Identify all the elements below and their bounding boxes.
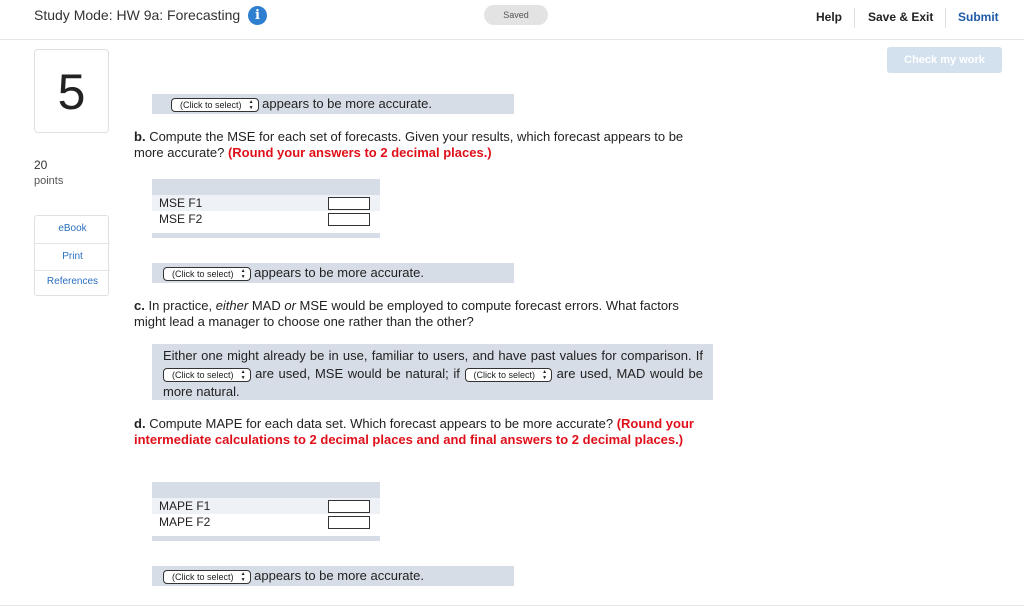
row-label: MSE F2: [159, 212, 203, 226]
answer-box-c: [152, 344, 713, 400]
select-label: (Click to select): [172, 268, 234, 279]
divider: [35, 243, 110, 244]
mse-f1-input[interactable]: [328, 197, 370, 210]
question-b-text: Compute the MSE for each set of forecasts. Given your results, which forecast appears to be more accurate?: [134, 129, 684, 160]
select-label: (Click to select): [180, 99, 242, 110]
table-footer: [152, 233, 380, 238]
select-arrows-icon: ▲ ▼: [240, 267, 246, 280]
select-arrows-icon: ▲ ▼: [542, 368, 548, 381]
answer-bar-b: [152, 263, 514, 283]
question-c-text-post: MSE would be employed to compute forecast errors. What factors might lead a manager to choose one rather than the other?: [134, 298, 679, 329]
question-c-text-pre: In practice,: [148, 298, 213, 313]
answer-bar-d: [152, 566, 514, 586]
mape-f2-input[interactable]: [328, 516, 370, 529]
answer-bar-a: [152, 94, 514, 114]
question-c-mad: MAD: [251, 298, 281, 313]
row-label: MAPE F2: [159, 515, 211, 529]
select-arrows-icon: ▲ ▼: [240, 570, 246, 583]
answer-c-part2: are used, MSE would be natural; if: [255, 366, 460, 381]
forecast-select-a[interactable]: [171, 98, 259, 112]
table-row: [152, 211, 380, 227]
table-footer: [152, 536, 380, 541]
divider: [35, 270, 110, 271]
row-label: MSE F1: [159, 196, 203, 210]
question-c-either: either: [215, 298, 249, 313]
resources-panel: [34, 215, 109, 296]
select-label: (Click to select): [172, 369, 234, 380]
question-c-or: or: [284, 298, 296, 313]
references-link[interactable]: References: [46, 276, 99, 287]
forecast-select-d[interactable]: [163, 570, 251, 584]
question-number: 5: [34, 49, 109, 133]
part-letter: c.: [134, 298, 145, 313]
points-label: points: [34, 175, 64, 187]
select-label: (Click to select): [473, 369, 536, 380]
select-arrows-icon: ▲ ▼: [240, 368, 246, 381]
measure-select-2[interactable]: [465, 368, 553, 382]
answer-c-part3: are used, MAD would be more natural.: [163, 366, 703, 399]
page-title: Study Mode: HW 9a: Forecasting: [34, 7, 241, 23]
check-my-work-button[interactable]: Check my work: [887, 47, 1002, 73]
mape-table: [152, 482, 380, 541]
forecast-select-b[interactable]: [163, 267, 251, 281]
answer-suffix: appears to be more accurate.: [254, 265, 424, 280]
table-header: [152, 482, 380, 498]
select-label: (Click to select): [172, 571, 234, 582]
question-d-text: Compute MAPE for each data set. Which forecast appears to be more accurate?: [149, 416, 614, 431]
table-header: [152, 179, 380, 195]
answer-c-part1: Either one might already be in use, familiar to users, and have past values for comparison. If: [163, 348, 703, 363]
row-label: MAPE F1: [159, 499, 211, 513]
mape-f1-input[interactable]: [328, 500, 370, 513]
question-d-instruction: (Round your intermediate calculations to 2 decimal places and and final answers to 2 decimal places.): [134, 416, 694, 447]
info-icon[interactable]: i: [248, 6, 267, 25]
table-row: [152, 195, 380, 211]
header-divider: [945, 8, 946, 28]
part-letter: b.: [134, 129, 146, 144]
submit-button[interactable]: Submit: [958, 10, 999, 24]
mse-table: [152, 179, 380, 238]
ebook-link[interactable]: eBook: [58, 223, 87, 234]
answer-suffix: appears to be more accurate.: [254, 568, 424, 583]
save-exit-button[interactable]: Save & Exit: [868, 10, 934, 24]
saved-status-badge: Saved: [484, 5, 548, 25]
question-c: [134, 298, 695, 330]
question-b: [134, 129, 695, 161]
points-value: 20: [34, 158, 48, 172]
select-arrows-icon: ▲ ▼: [248, 98, 254, 111]
mse-f2-input[interactable]: [328, 213, 370, 226]
question-d: [134, 416, 695, 448]
table-row: [152, 498, 380, 514]
answer-suffix: appears to be more accurate.: [262, 96, 432, 111]
header-divider: [854, 8, 855, 28]
help-button[interactable]: Help: [816, 10, 843, 24]
question-b-instruction: (Round your answers to 2 decimal places.): [227, 145, 492, 160]
part-letter: d.: [134, 416, 146, 431]
top-bar: [0, 0, 1024, 40]
measure-select-1[interactable]: [163, 368, 251, 382]
divider: [0, 605, 1024, 606]
print-link[interactable]: Print: [62, 251, 83, 262]
table-row: [152, 514, 380, 530]
